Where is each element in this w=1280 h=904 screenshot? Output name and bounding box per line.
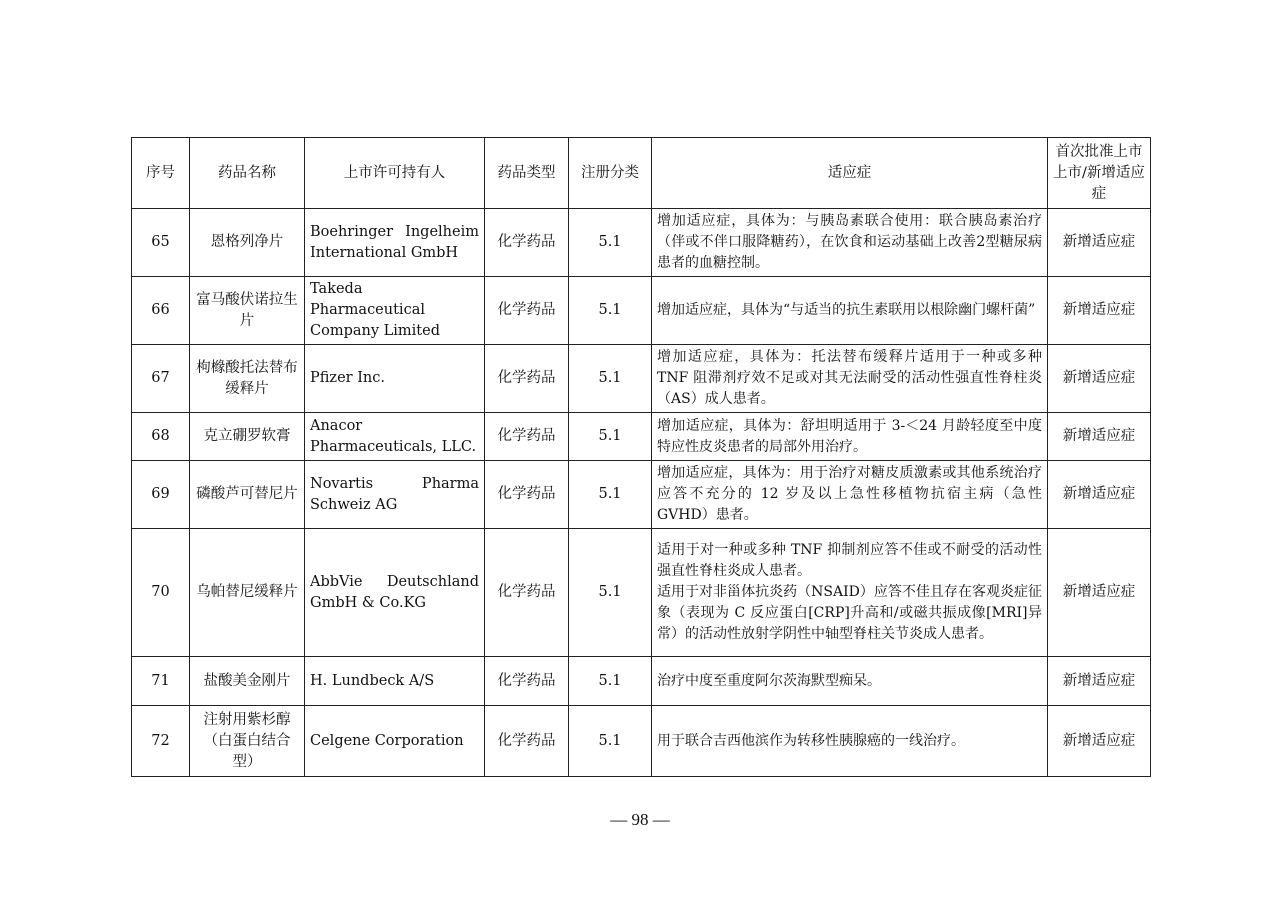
header-registration-class: 注册分类 (569, 138, 652, 209)
cell-approval-status: 新增适应症 (1048, 209, 1151, 277)
cell-registration-class: 5.1 (569, 209, 652, 277)
cell-license-holder: Celgene Corporation (305, 706, 485, 777)
cell-drug-type: 化学药品 (485, 657, 569, 706)
cell-license-holder: AbbVie Deutschland GmbH & Co.KG (305, 529, 485, 657)
cell-drug-type: 化学药品 (485, 461, 569, 529)
cell-registration-class: 5.1 (569, 706, 652, 777)
table-row (132, 413, 1151, 461)
header-indication: 适应症 (652, 138, 1048, 209)
cell-drug-name: 枸橼酸托法替布缓释片 (190, 345, 305, 413)
table-row (132, 345, 1151, 413)
table-row (132, 461, 1151, 529)
cell-indication: 增加适应症，具体为：托法替布缓释片适用于一种或多种 TNF 阻滞剂疗效不足或对其无法耐受的活动性强直性脊柱炎（AS）成人患者。 (652, 345, 1048, 413)
cell-registration-class: 5.1 (569, 277, 652, 345)
cell-registration-class: 5.1 (569, 345, 652, 413)
cell-indication: 增加适应症，具体为：与胰岛素联合使用：联合胰岛素治疗（伴或不伴口服降糖药），在饮食和运动基础上改善2型糖尿病患者的血糖控制。 (652, 209, 1048, 277)
cell-license-holder: H. Lundbeck A/S (305, 657, 485, 706)
cell-license-holder: Pfizer Inc. (305, 345, 485, 413)
header-approval-status: 首次批准上市上市/新增适应症 (1048, 138, 1151, 209)
cell-approval-status: 新增适应症 (1048, 706, 1151, 777)
cell-drug-name: 注射用紫杉醇（白蛋白结合型） (190, 706, 305, 777)
cell-approval-status: 新增适应症 (1048, 345, 1151, 413)
cell-approval-status: 新增适应症 (1048, 277, 1151, 345)
cell-drug-type: 化学药品 (485, 413, 569, 461)
cell-indication: 治疗中度至重度阿尔茨海默型痴呆。 (652, 657, 1048, 706)
cell-drug-type: 化学药品 (485, 529, 569, 657)
cell-approval-status: 新增适应症 (1048, 461, 1151, 529)
cell-indication (652, 529, 1048, 657)
cell-seq: 69 (132, 461, 190, 529)
table-row (132, 277, 1151, 345)
cell-drug-type: 化学药品 (485, 277, 569, 345)
cell-license-holder: Novartis Pharma Schweiz AG (305, 461, 485, 529)
cell-drug-name: 磷酸芦可替尼片 (190, 461, 305, 529)
indication-paragraph: 适用于对一种或多种 TNF 抑制剂应答不佳或不耐受的活动性强直性脊柱炎成人患者。 (657, 542, 1042, 579)
page-number: — 98 — (610, 810, 670, 829)
cell-drug-name: 克立硼罗软膏 (190, 413, 305, 461)
cell-seq: 70 (132, 529, 190, 657)
cell-indication: 增加适应症，具体为：舒坦明适用于 3-＜24 月龄轻度至中度特应性皮炎患者的局部外用治疗。 (652, 413, 1048, 461)
table-row (132, 529, 1151, 657)
cell-registration-class: 5.1 (569, 657, 652, 706)
cell-drug-type: 化学药品 (485, 706, 569, 777)
header-drug-type: 药品类型 (485, 138, 569, 209)
table-header-row (132, 138, 1151, 209)
cell-seq: 68 (132, 413, 190, 461)
cell-drug-name: 富马酸伏诺拉生片 (190, 277, 305, 345)
cell-indication: 增加适应症，具体为“与适当的抗生素联用以根除幽门螺杆菌” (652, 277, 1048, 345)
cell-drug-name: 盐酸美金刚片 (190, 657, 305, 706)
cell-seq: 71 (132, 657, 190, 706)
header-drug-name: 药品名称 (190, 138, 305, 209)
cell-approval-status: 新增适应症 (1048, 529, 1151, 657)
cell-drug-name: 恩格列净片 (190, 209, 305, 277)
cell-indication: 增加适应症，具体为：用于治疗对糖皮质激素或其他系统治疗应答不充分的 12 岁及以上急性移植物抗宿主病（急性 GVHD）患者。 (652, 461, 1048, 529)
cell-license-holder: Takeda Pharmaceutical Company Limited (305, 277, 485, 345)
cell-drug-name: 乌帕替尼缓释片 (190, 529, 305, 657)
cell-approval-status: 新增适应症 (1048, 657, 1151, 706)
header-seq: 序号 (132, 138, 190, 209)
cell-indication: 用于联合吉西他滨作为转移性胰腺癌的一线治疗。 (652, 706, 1048, 777)
cell-seq: 67 (132, 345, 190, 413)
cell-seq: 65 (132, 209, 190, 277)
indication-paragraph: 适用于对非甾体抗炎药（NSAID）应答不佳且存在客观炎症征象（表现为 C 反应蛋白[CRP]升高和/或磁共振成像[MRI]异常）的活动性放射学阴性中轴型脊柱关节炎成人患者。 (657, 584, 1042, 642)
cell-seq: 72 (132, 706, 190, 777)
table-row (132, 657, 1151, 706)
cell-registration-class: 5.1 (569, 461, 652, 529)
table-row (132, 209, 1151, 277)
drug-approval-table (131, 137, 1151, 777)
cell-drug-type: 化学药品 (485, 345, 569, 413)
cell-registration-class: 5.1 (569, 413, 652, 461)
header-license-holder: 上市许可持有人 (305, 138, 485, 209)
cell-seq: 66 (132, 277, 190, 345)
table-row (132, 706, 1151, 777)
cell-registration-class: 5.1 (569, 529, 652, 657)
cell-drug-type: 化学药品 (485, 209, 569, 277)
cell-license-holder: Anacor Pharmaceuticals, LLC. (305, 413, 485, 461)
cell-approval-status: 新增适应症 (1048, 413, 1151, 461)
cell-license-holder: Boehringer Ingelheim International GmbH (305, 209, 485, 277)
